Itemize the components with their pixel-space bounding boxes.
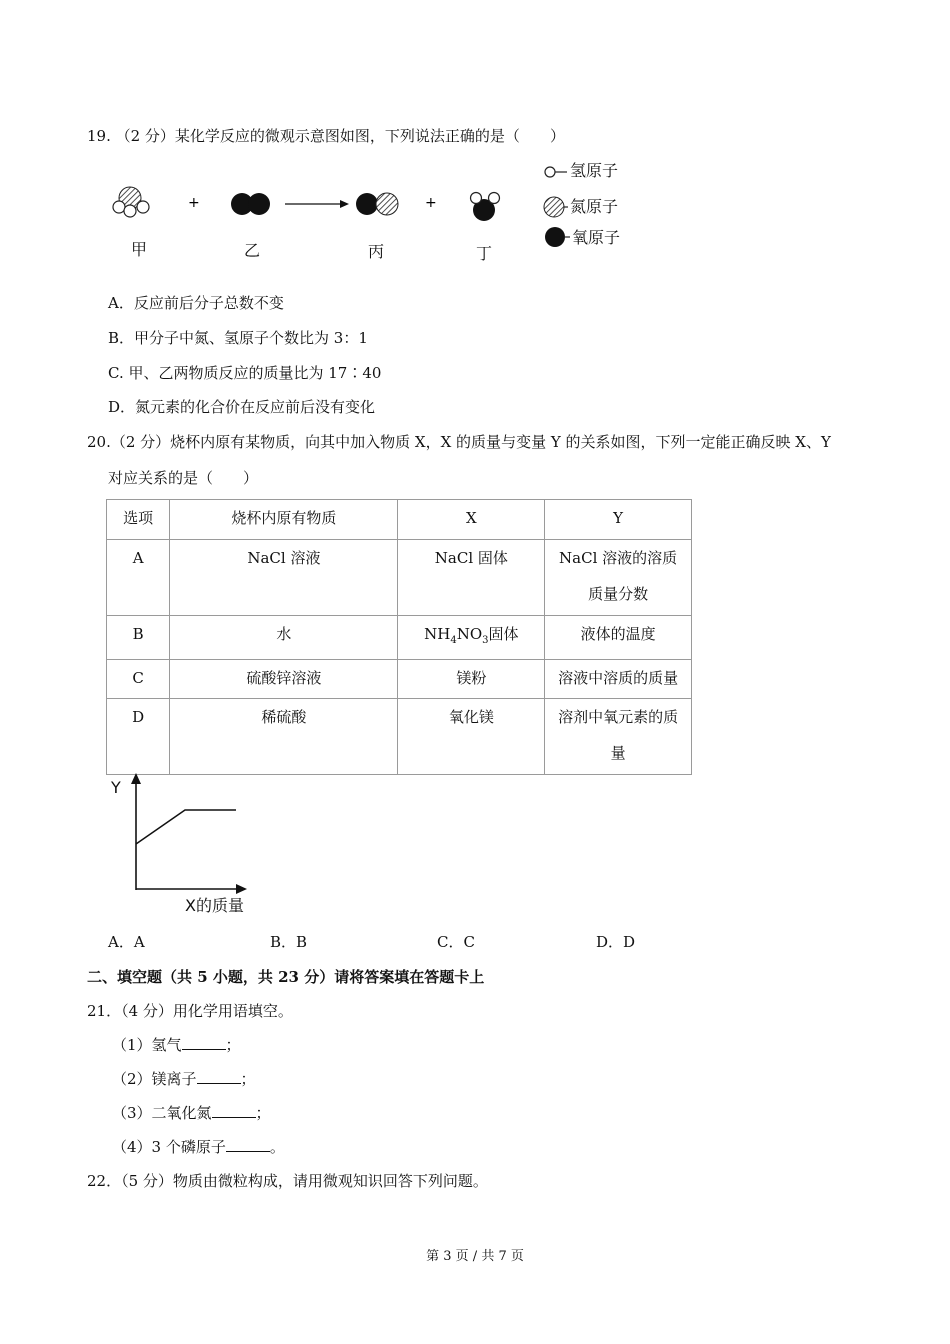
label-yi: 乙 bbox=[244, 241, 261, 260]
row-a-y bbox=[545, 540, 692, 616]
row-a-original: NaCl 溶液 bbox=[170, 540, 398, 616]
q21-item-4 bbox=[112, 1137, 285, 1157]
q20-options-table bbox=[106, 499, 692, 775]
table-row bbox=[107, 660, 692, 699]
row-d-y bbox=[545, 699, 692, 775]
row-a-option: A bbox=[107, 540, 170, 616]
row-d-option: D bbox=[107, 699, 170, 775]
q20-stem-line2: 对应关系的是（ ） bbox=[108, 469, 259, 487]
q21-item-3-label: （3）二氧化氮 bbox=[112, 1104, 212, 1122]
legend-nitrogen-symbol bbox=[544, 197, 568, 217]
row-b-y: 液体的温度 bbox=[545, 616, 692, 660]
legend-nitrogen-label: 氮原子 bbox=[570, 197, 619, 216]
answer-blank bbox=[212, 1103, 256, 1118]
header-original-substance: 烧杯内原有物质 bbox=[170, 500, 398, 540]
row-b-x-sub4: 4 bbox=[450, 635, 457, 646]
row-a-x: NaCl 固体 bbox=[398, 540, 545, 616]
graph-x-label: X的质量 bbox=[185, 896, 244, 915]
q19-option-c: C. 甲、乙两物质反应的质量比为 17∶40 bbox=[108, 364, 382, 382]
row-b-option: B bbox=[107, 616, 170, 660]
row-a-y-line1: NaCl 溶液的溶质 bbox=[559, 549, 678, 567]
plus-sign-1: + bbox=[188, 195, 200, 211]
q20-stem-line1: 20.（2 分）烧杯内原有某物质，向其中加入物质 X，X 的质量与变量 Y 的关系如图，下列一定能正确反映 X、Y bbox=[87, 433, 831, 451]
q21-item-4-label: （4）3 个磷原子 bbox=[112, 1138, 226, 1156]
table-row bbox=[107, 616, 692, 660]
q21-item-1-label: （1）氢气 bbox=[112, 1036, 182, 1054]
q21-item-2-end: ； bbox=[240, 1070, 256, 1088]
q19-stem: 19. （2 分）某化学反应的微观示意图如图，下列说法正确的是（ ） bbox=[87, 127, 565, 145]
q21-stem: 21．（4 分）用化学用语填空。 bbox=[87, 1002, 293, 1020]
molecule-ammonia bbox=[113, 187, 149, 217]
row-b-x-sub3: 3 bbox=[482, 635, 489, 646]
graph-y-label: Y bbox=[111, 778, 121, 797]
row-c-y: 溶液中溶质的质量 bbox=[545, 660, 692, 699]
q20-option-c: C．C bbox=[437, 933, 475, 951]
legend-oxygen-symbol bbox=[545, 227, 570, 247]
q20-option-a: A．A bbox=[108, 933, 145, 951]
q21-item-2 bbox=[112, 1069, 256, 1089]
label-jia: 甲 bbox=[131, 240, 148, 259]
label-bing: 丙 bbox=[368, 242, 385, 261]
label-ding: 丁 bbox=[476, 244, 493, 263]
q21-item-1-end: ； bbox=[225, 1036, 241, 1054]
row-d-y-line2: 量 bbox=[610, 744, 626, 762]
row-c-x: 镁粉 bbox=[398, 660, 545, 699]
header-x: X bbox=[398, 500, 545, 540]
q20-option-b: B．B bbox=[270, 933, 308, 951]
legend-hydrogen-label: 氢原子 bbox=[570, 161, 619, 180]
graph-y-arrow bbox=[131, 773, 141, 784]
legend-hydrogen-symbol bbox=[545, 167, 567, 177]
reaction-arrow bbox=[285, 200, 349, 208]
graph-x-arrow bbox=[236, 884, 247, 894]
molecule-no bbox=[356, 193, 398, 215]
header-y: Y bbox=[545, 500, 692, 540]
q21-item-1 bbox=[112, 1035, 241, 1055]
q19-option-a: A．反应前后分子总数不变 bbox=[108, 294, 284, 312]
answer-blank bbox=[197, 1069, 241, 1084]
row-d-y-line1: 溶剂中氧元素的质 bbox=[558, 708, 679, 726]
q21-item-2-label: （2）镁离子 bbox=[112, 1070, 197, 1088]
row-b-x-no: NO bbox=[456, 625, 483, 643]
plus-sign-2: + bbox=[425, 195, 437, 211]
answer-blank bbox=[182, 1035, 226, 1050]
row-a-y-line2: 质量分数 bbox=[588, 585, 649, 603]
row-c-original: 硫酸锌溶液 bbox=[170, 660, 398, 699]
q21-item-3 bbox=[112, 1103, 271, 1123]
table-header-row bbox=[107, 500, 692, 540]
legend-oxygen-label: 氧原子 bbox=[572, 228, 621, 247]
q22-stem: 22．（5 分）物质由微粒构成，请用微观知识回答下列问题。 bbox=[87, 1172, 488, 1190]
q19-option-d: D．氮元素的化合价在反应前后没有变化 bbox=[108, 398, 376, 416]
molecule-water bbox=[471, 193, 500, 222]
row-b-x bbox=[398, 616, 545, 660]
table-row bbox=[107, 540, 692, 616]
q21-item-3-end: ； bbox=[255, 1104, 271, 1122]
page-footer: 第 3 页 / 共 7 页 bbox=[426, 1249, 524, 1264]
row-c-option: C bbox=[107, 660, 170, 699]
q19-option-b: B．甲分子中氮、氢原子个数比为 3：1 bbox=[108, 329, 368, 347]
graph-curve bbox=[136, 810, 236, 844]
row-d-original: 稀硫酸 bbox=[170, 699, 398, 775]
q20-option-d: D．D bbox=[596, 933, 636, 951]
row-b-x-tail: 固体 bbox=[488, 625, 519, 643]
answer-blank bbox=[226, 1137, 270, 1152]
q21-item-4-end: 。 bbox=[269, 1138, 285, 1156]
table-row bbox=[107, 699, 692, 775]
row-b-original: 水 bbox=[170, 616, 398, 660]
molecule-oxygen bbox=[231, 193, 270, 215]
header-option: 选项 bbox=[107, 500, 170, 540]
row-b-x-nh: NH bbox=[424, 625, 451, 643]
row-d-x: 氧化镁 bbox=[398, 699, 545, 775]
section-2-title: 二、填空题（共 5 小题，共 23 分）请将答案填在答题卡上 bbox=[87, 968, 485, 986]
